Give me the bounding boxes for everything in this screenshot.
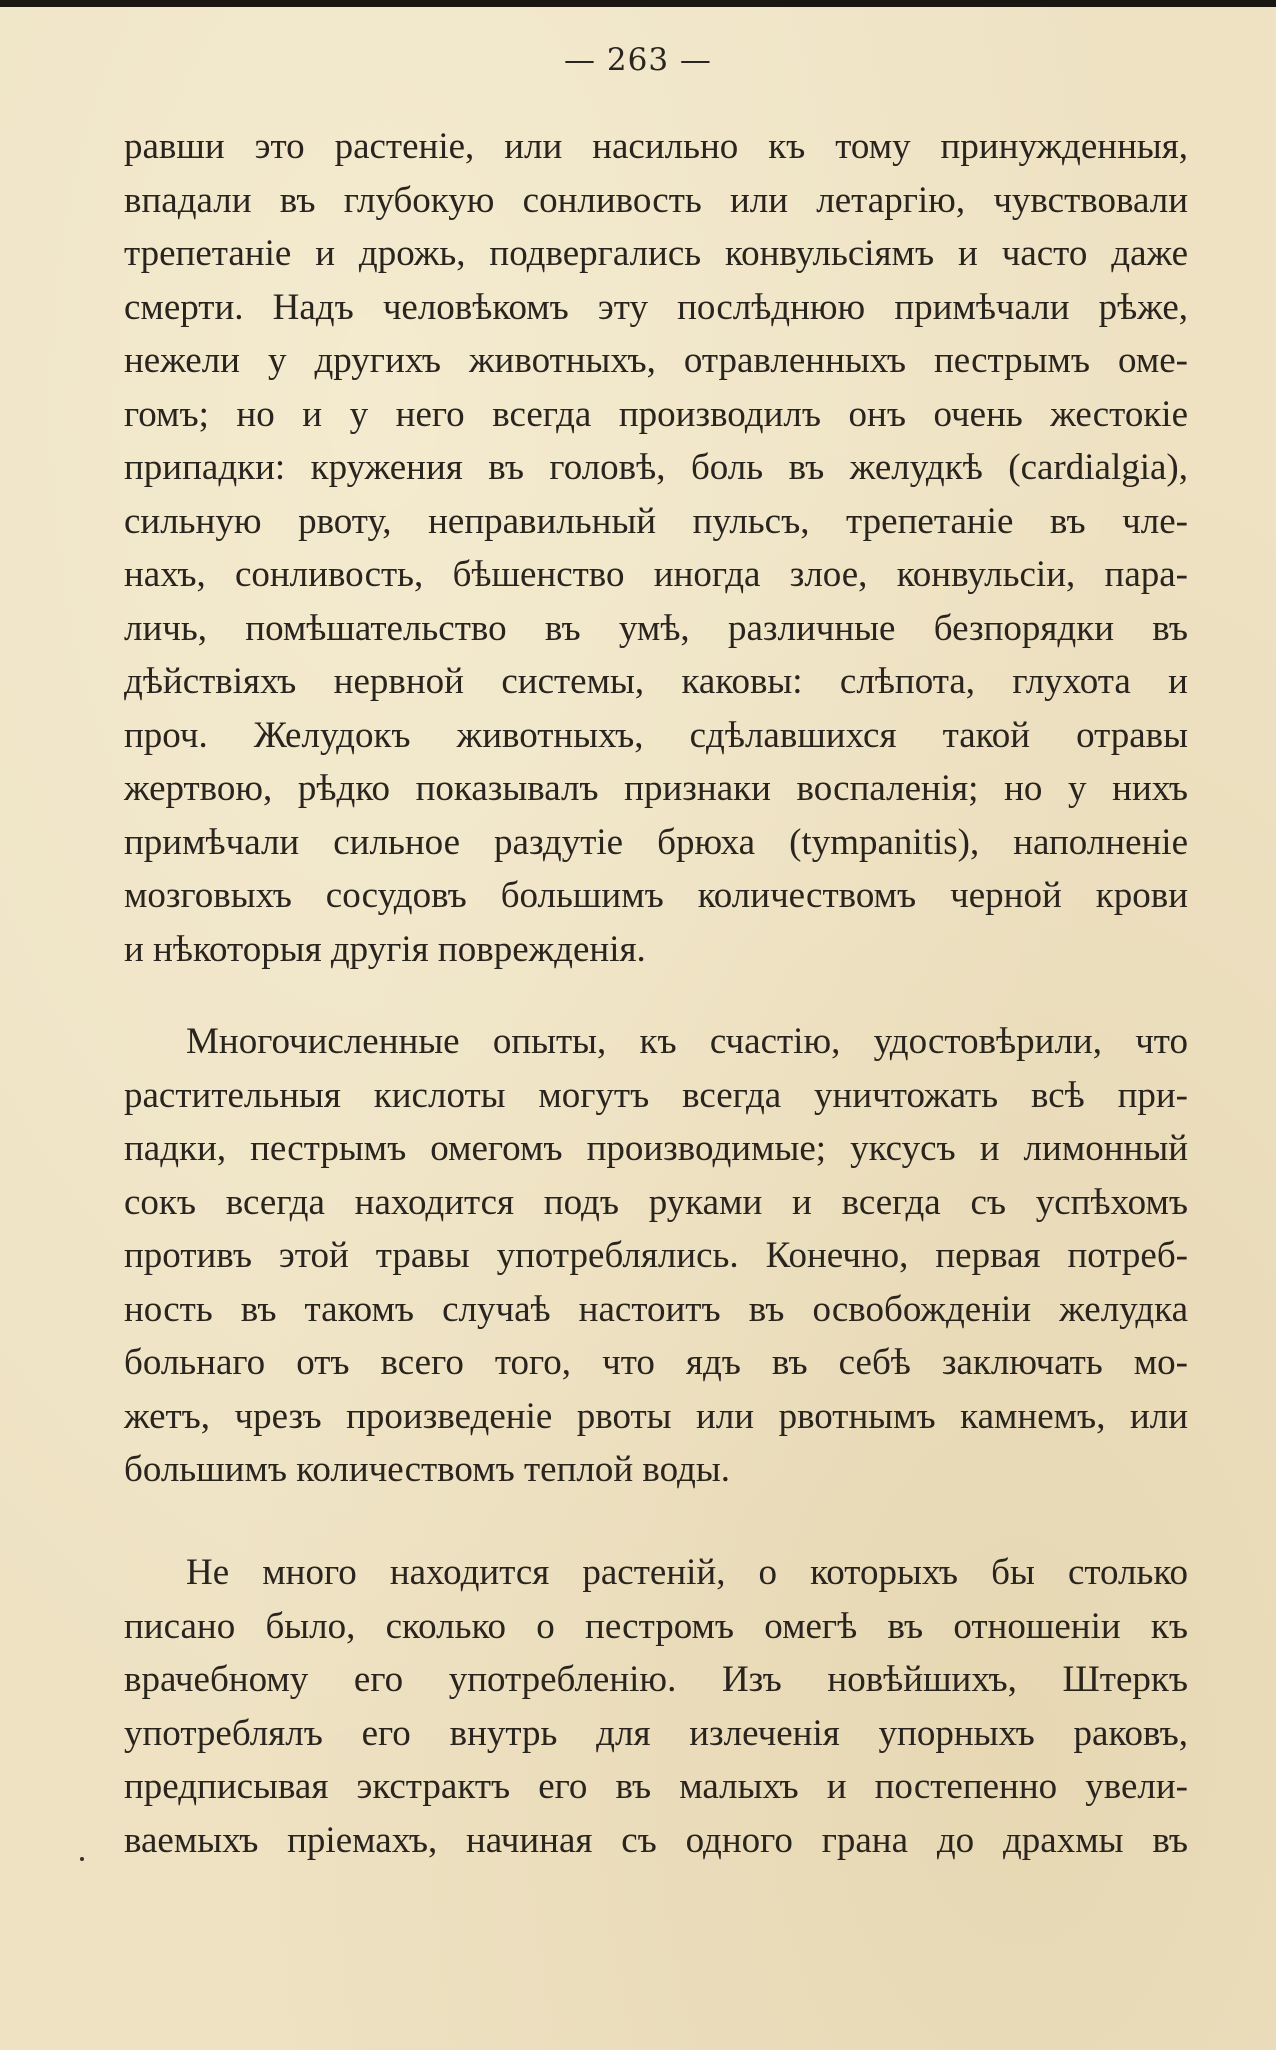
text-line: предписывая экстрактъ его въ малыхъ и постепенно увели-: [124, 1766, 1188, 1807]
text-line: Многочисленные опыты, къ счастію, удостовѣрили, что: [186, 1021, 1188, 1062]
text-line: мозговыхъ сосудовъ большимъ количествомъ черной крови: [124, 875, 1188, 916]
text-line: большимъ количествомъ теплой воды.: [124, 1449, 730, 1490]
text-line: трепетаніе и дрожь, подвергались конвульсіямъ и часто даже: [124, 233, 1188, 274]
page-number: — 263 —: [564, 42, 712, 78]
text-line: припадки: кружения въ головѣ, боль въ желудкѣ (cardialgia),: [124, 447, 1188, 488]
text-line: нахъ, сонливость, бѣшенство иногда злое, конвульсіи, пара-: [124, 554, 1188, 595]
ink-speck: [80, 1857, 84, 1861]
text-line: писано было, сколько о пестромъ омегѣ въ отношеніи къ: [124, 1605, 1188, 1647]
text-line: врачебному его употребленію. Изъ новѣйшихъ, Штеркъ: [124, 1659, 1188, 1700]
text-line: противъ этой травы употреблялись. Конечно, первая потреб-: [124, 1235, 1188, 1276]
text-line: впадали въ глубокую сонливость или летаргію, чувствовали: [124, 179, 1188, 221]
text-line: ваемыхъ пріемахъ, начиная съ одного грана до драхмы въ: [124, 1819, 1188, 1861]
text-line: смерти. Надъ человѣкомъ эту послѣднюю примѣчали рѣже,: [124, 286, 1188, 328]
text-line: сильную рвоту, неправильный пульсъ, трепетаніе въ чле-: [124, 500, 1188, 542]
text-line: растительныя кислоты могутъ всегда уничтожать всѣ при-: [124, 1074, 1188, 1116]
text-line: равши это растеніе, или насильно къ тому принужденныя,: [124, 126, 1188, 167]
paragraph-1: [124, 120, 1188, 976]
text-line: и нѣкоторыя другія поврежденія.: [124, 928, 646, 970]
top-border-rule: [0, 0, 1276, 7]
text-line: дѣйствіяхъ нервной системы, каковы: слѣпота, глухота и: [124, 661, 1188, 702]
text-line: проч. Желудокъ животныхъ, сдѣлавшихся такой отравы: [124, 714, 1188, 756]
text-line: примѣчали сильное раздутіе брюха (tympanitis), наполненіе: [124, 821, 1188, 863]
text-line: употреблялъ его внутрь для излеченія упорныхъ раковъ,: [124, 1712, 1188, 1754]
paragraph-3: [124, 1546, 1188, 1867]
text-line: личь, помѣшательство въ умѣ, различные безпорядки въ: [124, 607, 1188, 649]
text-line: падки, пестрымъ омегомъ производимые; уксусъ и лимонный: [124, 1128, 1188, 1169]
text-line: жертвою, рѣдко показывалъ признаки воспаленія; но у нихъ: [124, 768, 1188, 809]
text-line: сокъ всегда находится подъ руками и всегда съ успѣхомъ: [124, 1181, 1188, 1223]
text-line: жетъ, чрезъ произведеніе рвоты или рвотнымъ камнемъ, или: [124, 1395, 1188, 1437]
text-line: ность въ такомъ случаѣ настоитъ въ освобожденіи желудка: [124, 1288, 1188, 1330]
text-line: больнаго отъ всего того, что ядъ въ себѣ заключать мо-: [124, 1342, 1188, 1383]
paragraph-2: [124, 1015, 1188, 1497]
text-line: нежели у другихъ животныхъ, отравленныхъ пестрымъ оме-: [124, 340, 1188, 381]
text-line: гомъ; но и у него всегда производилъ онъ очень жестокіе: [124, 393, 1188, 435]
text-line: Не много находится растеній, о которыхъ бы столько: [186, 1552, 1188, 1593]
